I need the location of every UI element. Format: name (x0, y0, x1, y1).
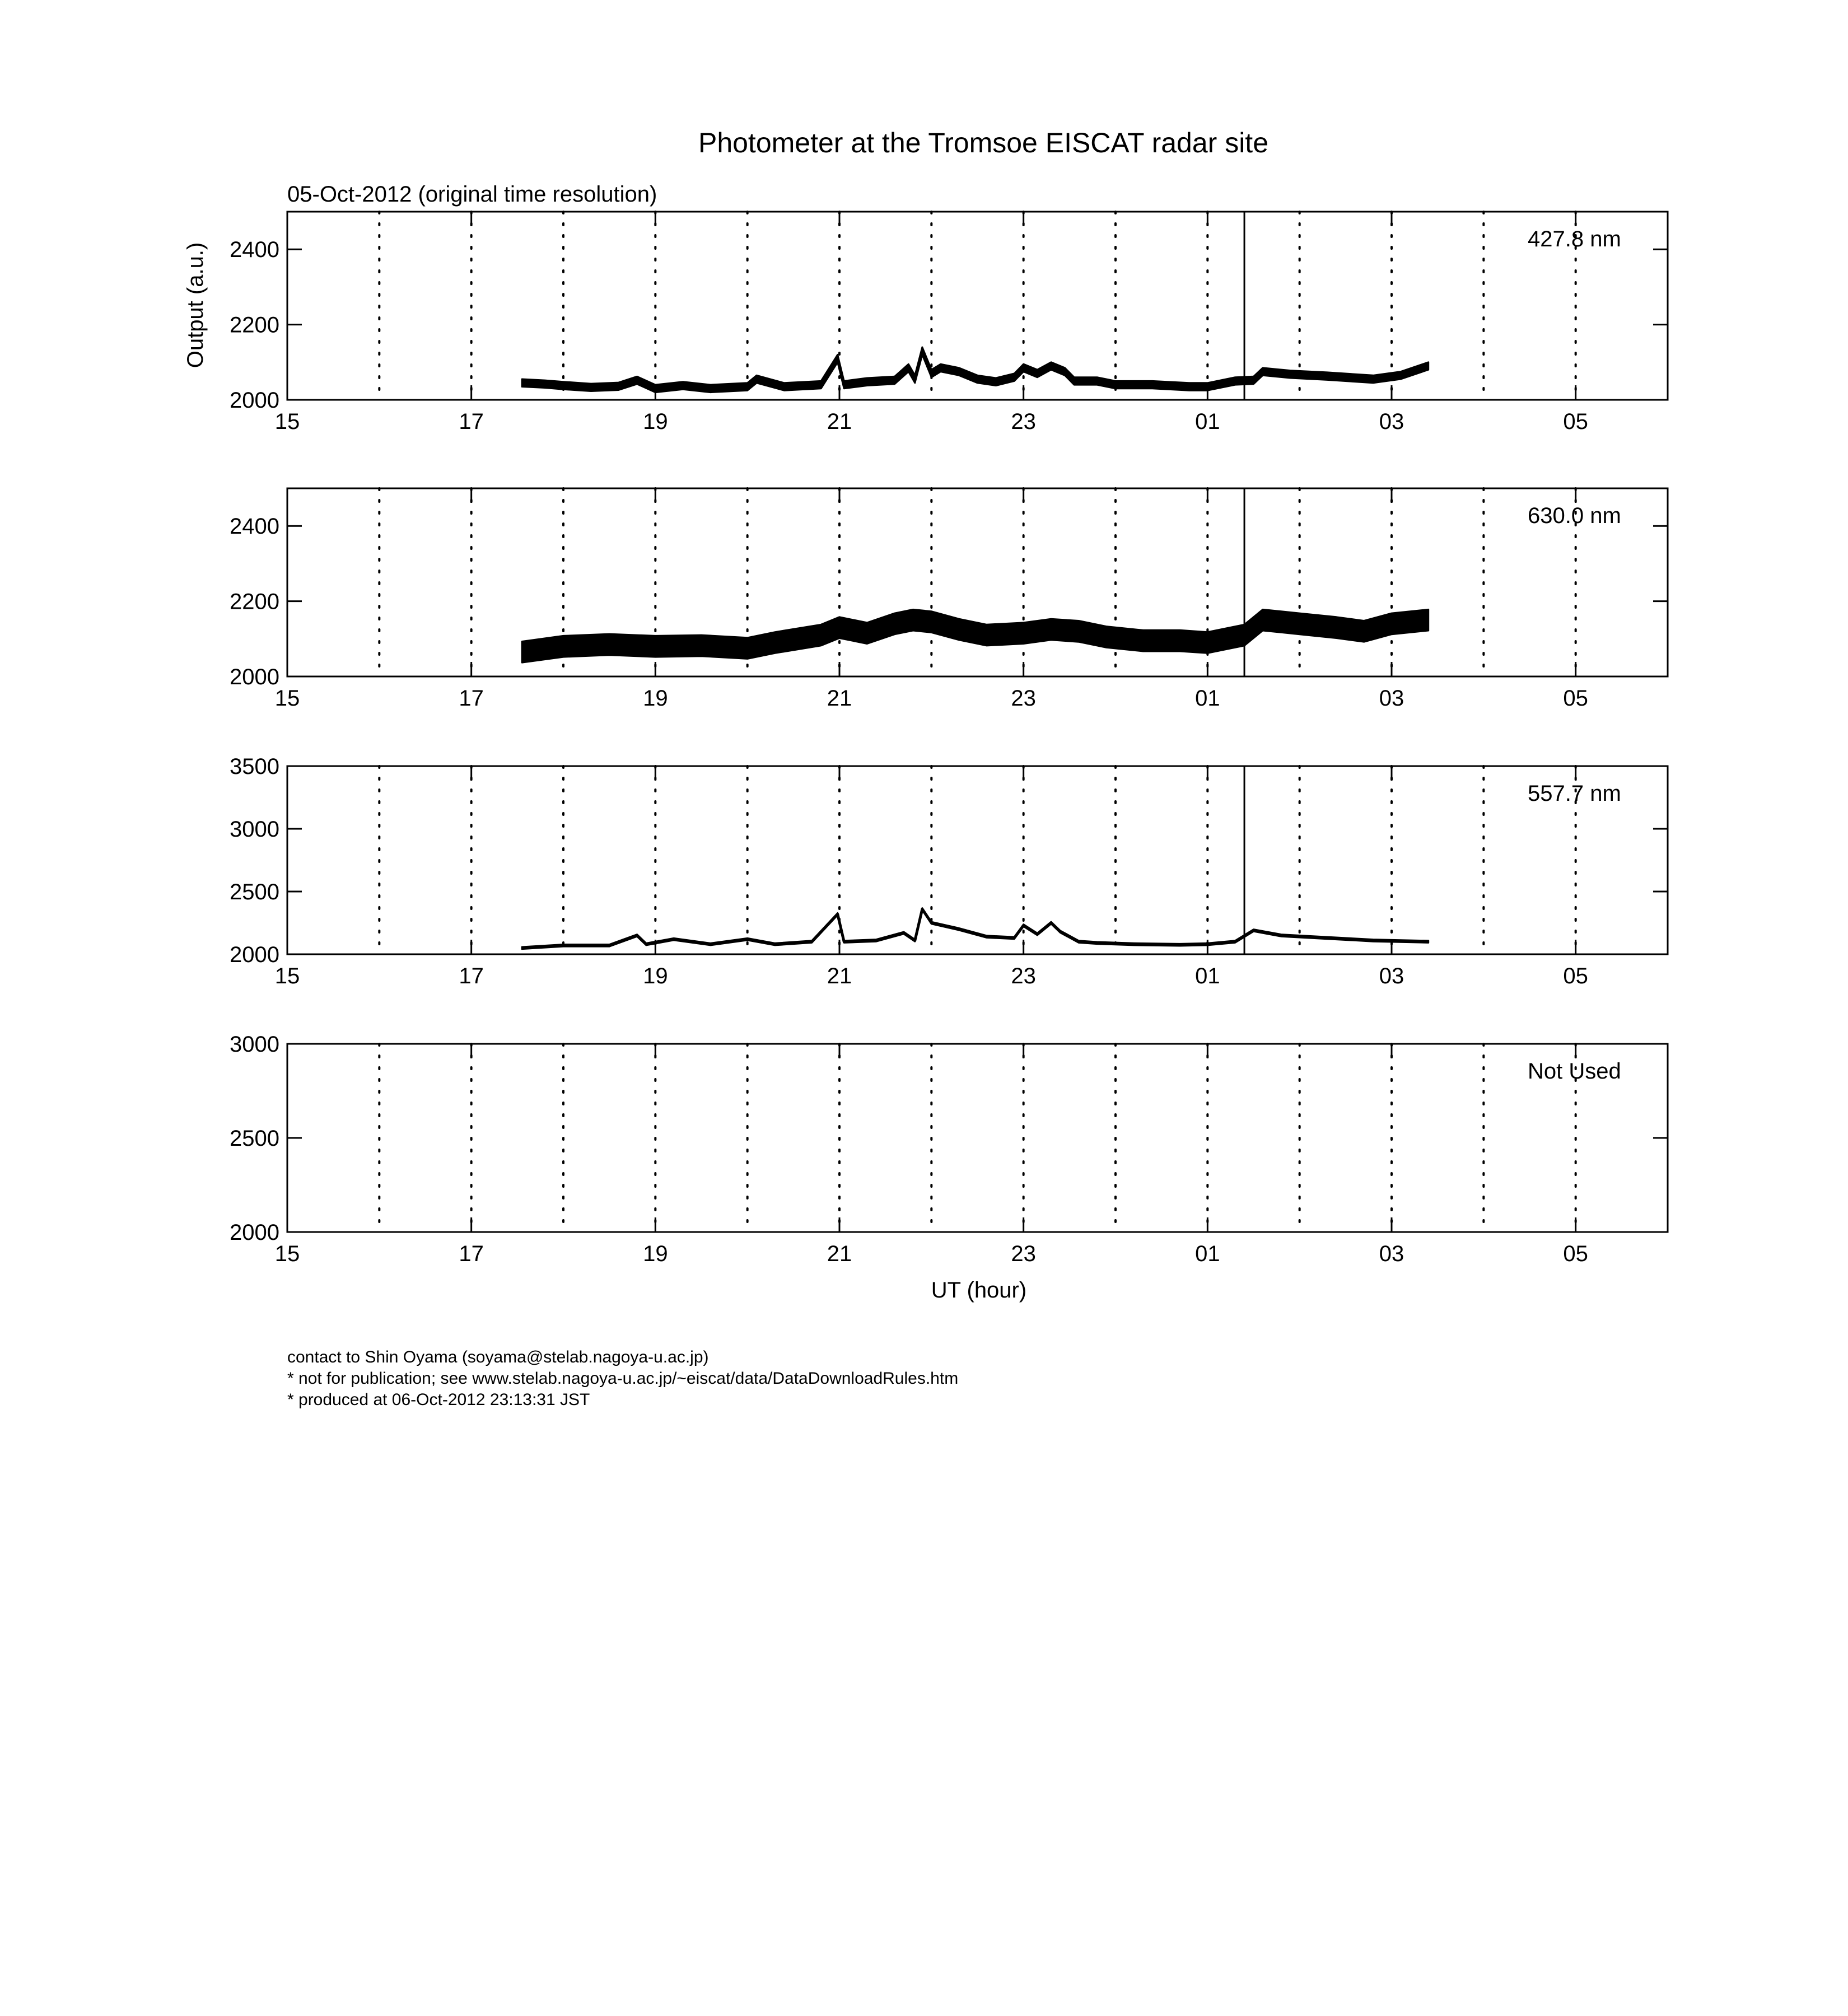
x-tick-label: 15 (274, 686, 300, 711)
panel-1 (230, 488, 1668, 711)
x-tick-label: 23 (1011, 409, 1036, 434)
axes-frame (287, 212, 1668, 400)
footer-notes (287, 1347, 958, 1411)
y-tick-label: 2000 (230, 942, 279, 967)
y-tick-label: 2200 (230, 312, 279, 338)
y-tick-label: 3500 (230, 754, 279, 779)
y-tick-label: 2400 (230, 514, 279, 539)
y-tick-label: 2000 (230, 665, 279, 689)
x-tick-label: 15 (274, 409, 300, 434)
channel-label: 427.8 nm (1528, 227, 1621, 251)
x-tick-label: 21 (827, 686, 852, 711)
series-band (522, 609, 1429, 662)
x-tick-label: 17 (459, 409, 484, 434)
panel-3 (230, 1032, 1668, 1266)
x-tick-label: 05 (1563, 964, 1588, 988)
x-tick-label: 01 (1195, 1242, 1220, 1266)
x-tick-label: 21 (827, 1242, 852, 1266)
chart-panels (230, 212, 1668, 1266)
y-tick-label: 2500 (230, 1126, 279, 1151)
y-tick-label: 2400 (230, 237, 279, 263)
x-tick-label: 15 (274, 964, 300, 988)
figure-title: Photometer at the Tromsoe EISCAT radar site (698, 127, 1269, 158)
y-tick-label: 2500 (230, 880, 279, 904)
x-tick-label: 17 (459, 964, 484, 988)
x-tick-label: 03 (1379, 686, 1404, 711)
x-tick-label: 19 (643, 409, 668, 434)
series-line (522, 909, 1429, 948)
channel-label: Not Used (1528, 1059, 1621, 1084)
x-tick-label: 15 (274, 1242, 300, 1266)
y-axis-label: Output (a.u.) (183, 242, 208, 368)
panel-0 (230, 212, 1668, 434)
y-tick-label: 2000 (230, 388, 279, 413)
y-tick-label: 2200 (230, 589, 279, 614)
figure-subtitle: 05-Oct-2012 (original time resolution) (287, 182, 657, 207)
x-tick-label: 05 (1563, 1242, 1588, 1266)
axes-frame (287, 488, 1668, 676)
series-band (522, 347, 1429, 393)
x-tick-label: 19 (643, 964, 668, 988)
x-tick-label: 05 (1563, 409, 1588, 434)
x-tick-label: 23 (1011, 1242, 1036, 1266)
x-tick-label: 03 (1379, 1242, 1404, 1266)
x-tick-label: 23 (1011, 964, 1036, 988)
x-tick-label: 19 (643, 686, 668, 711)
axes-frame (287, 1044, 1668, 1232)
y-tick-label: 3000 (230, 1032, 279, 1057)
panel-2 (230, 754, 1668, 988)
y-tick-label: 3000 (230, 817, 279, 842)
x-tick-label: 17 (459, 1242, 484, 1266)
x-axis-label: UT (hour) (931, 1278, 1027, 1303)
footer-produced-at: * produced at 06-Oct-2012 23:13:31 JST (287, 1390, 590, 1409)
x-tick-label: 23 (1011, 686, 1036, 711)
axes-frame (287, 766, 1668, 954)
x-tick-label: 03 (1379, 964, 1404, 988)
channel-label: 557.7 nm (1528, 781, 1621, 806)
x-tick-label: 01 (1195, 409, 1220, 434)
x-tick-label: 01 (1195, 964, 1220, 988)
x-tick-label: 03 (1379, 409, 1404, 434)
x-tick-label: 21 (827, 409, 852, 434)
x-tick-label: 05 (1563, 686, 1588, 711)
x-tick-label: 17 (459, 686, 484, 711)
channel-label: 630.0 nm (1528, 503, 1621, 528)
x-tick-label: 19 (643, 1242, 668, 1266)
footer-contact: contact to Shin Oyama (soyama@stelab.nagoya-u.ac.jp) (287, 1348, 709, 1366)
y-tick-label: 2000 (230, 1220, 279, 1245)
x-tick-label: 21 (827, 964, 852, 988)
x-tick-label: 01 (1195, 686, 1220, 711)
footer-publication-note: * not for publication; see www.stelab.nagoya-u.ac.jp/~eiscat/data/DataDownloadRules.htm (287, 1369, 959, 1388)
